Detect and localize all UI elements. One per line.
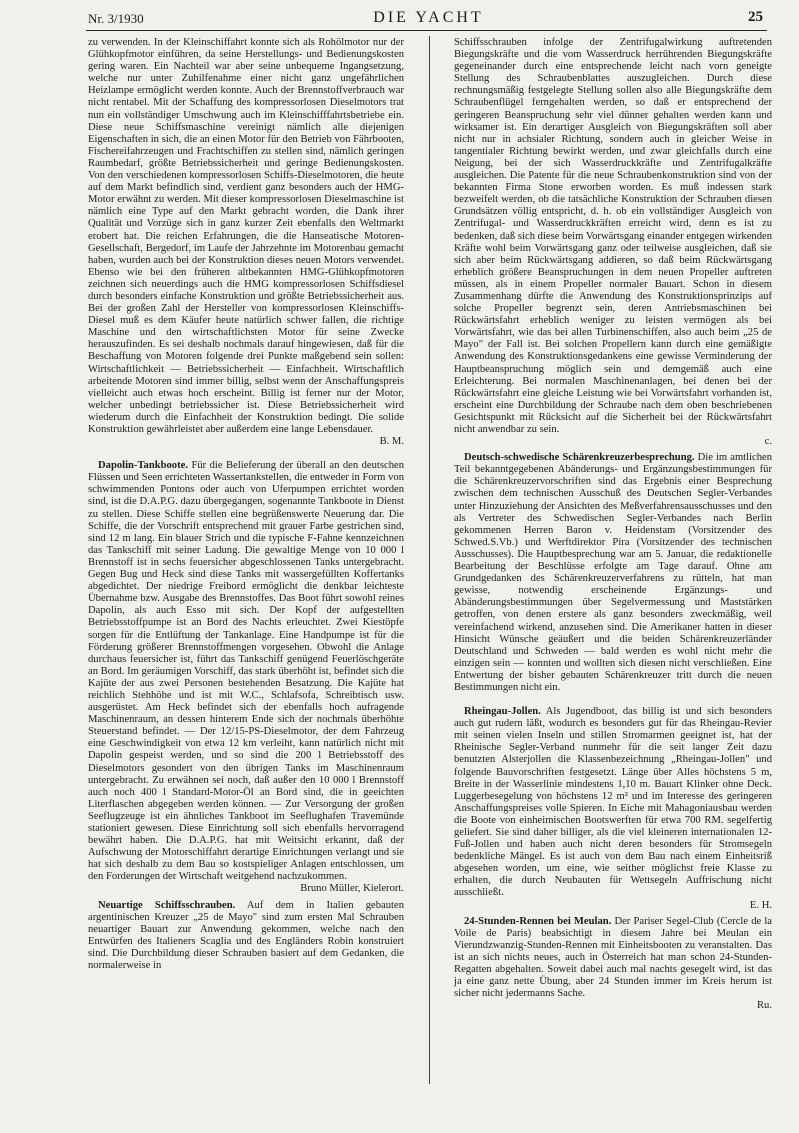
magazine-title: DIE YACHT: [373, 9, 484, 26]
left-column: [88, 37, 404, 972]
article-rheingau-text: Als Jugendboot, das billig ist und sich besonders auch gut rudern läßt, wodurch es besonders gut für das Rheingau-Revier mit seinen vielen Inseln und stillen Stromarmen geeignet ist, hat der Rheinische Segler-Verband nunmehr für die seit langer Zeit dazu benutzten Alsterjollen die Klassenbezeichnung „Rheingau-Jollen" und folgende Bauvorschriften festgesetzt. Länge über Alles höchstens 5 m, Breite in der Wasserlinie mindestens 1,10 m. Bauart Klinker ohne Deck. Luggerbesegelung von höchstens 12 m² und im Interesse des geringeren Anschaffungspreises volle Spieren. In Eiche mit Mahagoniausbau werden die Boote von einheimischen Bootswerften für etwa 700 RM. segelfertig geliefert. Sie sind daher billiger, als die viel kleineren internationalen 12-Fuß-Jollen und haben auch nicht deren besonders für Stromsegeln bedenkliche Mängel. Es ist auch von dem Bau nach einem Einheitsriß abgesehen worden, um eine, wie seither möglichst freie Klasse zu erhalten, die durch Neubauten für Wettsegeln Auffrischung nicht ausschließt.: [454, 706, 772, 899]
article-schaeren: [454, 452, 772, 694]
article-motors-signature: B. M.: [379, 436, 404, 448]
right-column: [454, 37, 772, 1012]
article-meulan-text: Der Pariser Segel-Club (Cercle de la Voile de Paris) beabsichtigt in diesem Jahre bei Meulan ein Vierundzwanzig-Stunden-Rennen mit Einheitsbooten zu veranstalten. Das ist an sich nichts neues, auch in Österreich hat man schon 24-Stunden-Regatten abgehalten. Soweit dabei auch mal nachts gesegelt wird, ist das ja eine ganz nette Übung, aber 24 Stunden immer im Kreis herum ist sicher nicht jedermanns Sache.: [454, 915, 772, 1000]
article-schrauben-signature: c.: [764, 436, 772, 448]
page-header: [88, 8, 769, 30]
article-schrauben-continued: Schiffsschrauben infolge der Zentrifugalwirkung auftretenden Biegungskräfte und die vom Wasserdruck herrührenden Biegungskräfte gegeneinander durch eine entsprechende leicht nach vorn geneigte Stellung des Schraubenblattes auszugleichen. Durch diese rechnungsmäßig festgelegte Stellung sollen also alle Biegungskräfte dem Schraubenflügel ferngehalten werden, so daß er entsprechend der geringeren Beanspruchung sehr viel dünner gehalten werden kann und wirksamer ist. Ein derartiger Ausgleich von Biegungskräften soll aber nicht nur in achsialer Richtung, sondern auch in gleicher Weise in tangentialer Richtung bewirkt werden, und zwar gleichfalls durch eine Neigung, bei der sich Wasserdruckkräfte und Zentrifugalkräfte ausgleichen. Die Patente für die neue Schraubenkonstruktion sind von der bekannten Firma Stone erworben worden. Es muß indessen stark bezweifelt werden, ob die tatsächliche Konstruktion der Schrauben diesen Grundsätzen völlig entspricht, d. h. ob ein vollständiger Ausgleich von Zentrifugal- und Wasserdruckkräften erreicht wird, denn es ist zu bedenken, daß sich diese beim Vorwärtsgang einander entgegen wirkenden Kräfte wohl beim Vorwärtsgang ganz oder teilweise ausgleichen, daß sie sich aber beim Rückwärtsgang addieren, so daß beim Rückwärtsgang erheblich größere Beanspruchungen in dem neuen Propeller auftreten müssen, als in einem Propeller normaler Bauart. Schon in diesem Zusammenhang dürfte die Anwendung des Konstruktionsprinzips auf solche Propeller begrenzt sein, deren Antriebsmaschinen bei Rückwärtsfahrt erheblich weniger zu leisten vermögen als bei Vorwärtsfahrt, wie das bei allen Turbinenschiffen, also auch beim „25 de Mayo" der Fall ist. Bei solchen Propellern kann durch eine gemäßigte Anwendung des Konstruktionsgedankens eine gewisse Verminderung der Hauptbeanspruchung möglich sein und demgemäß auch eine Erleichterung. Bei normalen Maschinenanlagen, bei denen bei der Rückwärtsfahrt eine gleiche Leistung wie bei Vorwärtsfahrt vorhanden ist, erscheint eine Durchbildung der Schraube nach dem oben beschriebenen Gesichtspunkt mit Rücksicht auf die Sicherheit bei der Rückwärtsfahrt nicht anwendbar zu sein.: [454, 37, 772, 435]
article-dapolin-heading: Dapolin-Tankboote.: [98, 460, 188, 472]
article-rheingau: [454, 706, 772, 900]
article-schaeren-heading: Deutsch-schwedische Schärenkreuzerbesprechung.: [464, 452, 695, 464]
column-divider: [429, 36, 430, 1084]
issue-number: Nr. 3/1930: [88, 11, 144, 26]
header-rule: [86, 30, 767, 31]
article-dapolin: [88, 460, 404, 883]
article-schrauben-text: Auf dem in Italien gebauten argentinischen Kreuzer „25 de Mayo" sind zum ersten Mal Schrauben neuartiger Bauart zur Anwendung gekommen, welche nach den Entwürfen des Italieners Scaglia und des Engländers Robin konstruiert sind. Die Durchbildung dieser Schrauben basiert auf dem Gedanken, die normalerweise in: [88, 899, 404, 972]
article-meulan: [454, 916, 772, 1001]
article-schrauben: [88, 900, 404, 973]
article-dapolin-text: Für die Belieferung der überall an den deutschen Flüssen und Seen errichteten Wassertankstellen, die entweder in Form von schwimmenden Pontons oder auch von Uferpumpen errichtet worden sind, ist die D.A.P.G. dazu übergegangen, sogenannte Tankboote in Dienst zu stellen. Diese Schiffe stellen eine begrüßenswerte Neuerung dar. Die Schiffe, die der Vorschrift entsprechend mit grauer Farbe gestrichen sind, sind 12 m lang. Ein blauer Strich und die typische F-Fahne kennzeichnen das Tankschiff mit seiner Ladung. Die gewaltige Menge von 10 000 l Brennstoff ist in sechs feuersicher abgeschlossenen Tanks untergebracht. Gegen Bug und Heck sind diese Tanks mit wassergefüllten Koffertanks abgedichtet. Der niedrige Freibord ermöglicht die denkbar leichteste Übernahme bzw. Ausgabe des Brennstoffes. Das Boot führt sowohl reines Dapolin, als auch Esso mit sich. Der Kopf der aufgestellten Betriebsstoffpumpe ist an Bord des Nachts erleuchtet. Zwei Kiestöpfe sorgen für die Entlüftung der Tankanlage. Eine Handpumpe ist für die Förderung größerer Brennstoffmengen vorgesehen. Obwohl die Anlage durchaus feuersicher ist, führt das Tankschiff genügend Feuerlöschgeräte an Bord. Im geräumigen Vorschiff, das stark überhöht ist, befindet sich die Kajüte der aus zwei Personen bestehenden Besatzung. Die Kajüte hat reichlich Stehhöhe und ist mit W.C., Schlafsofa, Schreibtisch usw. ausgerüstet. Am Heck befindet sich der ebenfalls hoch aufragende Maschinenraum, an dessen hinterem Ende sich der nochmals überhöhte Steuerstand befindet. — Der 12/15-PS-Dieselmotor, der dem Fahrzeug eine Geschwindigkeit von etwa 12 km verleiht, kann natürlich nicht mit Dapolin gespeist werden, und so sind die 200 l Betriebsstoff des Dieselmotors gesondert von den übrigen Tanks im Maschinenraum untergebracht. Zu erwähnen sei noch, daß außer den 10 000 l Brennstoff auch noch 400 l Standard-Motor-Öl an Bord sind, die in geeichten Literflaschen abgegeben werden können. — Zur Versorgung der großen Seeflugzeuge ist ein ähnliches Tankboot im Seeflughafen Travemünde stationiert gewesen. Diese Einrichtung soll sich ebenfalls hervorragend bewährt haben. Die D.A.P.G. hat mit Weitsicht erkannt, daß der Aufschwung der Motorschiffahrt derartige Einrichtungen verlangt und sie hat sich deshalb zu dem Bau so kostspieliger Anlagen entschlossen, um den Forderungen der Wirtschaft weitgehend nachzukommen.: [88, 460, 404, 883]
article-schrauben-heading: Neuartige Schiffsschrauben.: [98, 899, 236, 911]
article-rheingau-heading: Rheingau-Jollen.: [464, 706, 541, 718]
article-dapolin-signature: Bruno Müller, Kielerort.: [300, 883, 404, 895]
article-meulan-heading: 24-Stunden-Rennen bei Meulan.: [464, 915, 612, 927]
article-rheingau-signature: E. H.: [749, 899, 772, 911]
article-motors-text: zu verwenden. In der Kleinschiffahrt konnte sich als Rohölmotor nur der Glühkopfmotor einführen, da seine Herstellungs- und Bedienungskosten gering waren. Ein Nachteil war aber seine unbequeme Ingangsetzung, welche nur unter Zuhilfenahme einer nicht ganz ungefährlichen Heizlampe ermöglicht werden konnte. Auch der Brennstoffverbrauch war nicht rentabel. Mit der Schaffung des kompressorlosen Dieselmotors trat nun ein vollständiger Umschwung auch im Kleinschifffahrtsbetriebe ein. Diese neue Schiffsmaschine vereinigt nämlich alle diejenigen Eigenschaften in sich, die an einen Motor für den Betrieb von Fährbooten, Fischereifahrzeugen und Frachtschiffen zu stellen sind, nämlich geringen Raumbedarf, größte Betriebssicherheit und geringe Bedienungskosten. Von den verschiedenen kompressorlosen Schiffs-Dieselmotoren, die heute auf dem Markt befindlich sind, verdient ganz besonders auch der HMG-Motor erwähnt zu werden. Mit dieser kompressorlosen Dieselmaschine ist nämlich eine Type auf den Markt gebracht worden, die Dank ihrer Qualität und Vorzüge sich in ganz kurzer Zeit ebenfalls den Weltmarkt erobert hat. Die reichen Erfahrungen, die die Hanseatische Motoren-Gesellschaft, Bergedorf, im Laufe der Jahrzehnte im Motorenbau gemacht haben, wurden auch bei der Konstruktion dieses neuen Motors verwendet. Ebenso wie bei den früheren altbekannten HMG-Glühkopfmotoren zeichnen sich neuerdings auch die HMG kompressorlosen Schiffsdiesel durch besonders einfache Konstruktion und größte Betriebssicherheit aus. Bei der großen Zahl der Hersteller von kompressorlosen Kleinschiffs-Diesel muß es dem Käufer heute natürlich schwer fallen, die richtige Maschine und den wirtschaftlichsten Motor für seine Zwecke herauszufinden. Es sei deshalb nochmals darauf hingewiesen, daß für die Beschaffung von Motoren folgende drei Punkte maßgebend sein sollen: Wirtschaftlichkeit — Betriebssicherheit — Einfachheit. Wirtschaftlich arbeitende Motoren sind immer billig, selbst wenn der Anschaffungspreis vielleicht auch etwas hoch erscheint. Billig ist ferner nur der Motor, welcher unbedingt betriebssicher ist. Diese Betriebssicherheit wird wiederum durch die Einfachheit der Konstruktion bedingt. Die solide Konstruktion gewährleistet aber außerdem eine lange Lebensdauer.: [88, 37, 404, 435]
article-schaeren-text: Die im amtlichen Teil bekanntgegebenen Abänderungs- und Ergänzungsbestimmungen für die Schärenkreuzervorschriften sind das Ergebnis einer Besprechung zwischen dem technischen Ausschuß des Deutschen Segler-Verbandes unter Hinzuziehung der Ansichten des Meßverfahrensausschusses und den als Vertreter des Schwedischen Segler-Verbandes nach Berlin gekommenen Herren Baron v. Heidenstam (Vorsitzender des Schwed.S.Vb.) und Werftdirektor Pira (Vorsitzender des technischen Ausschusses). Die Hauptbesprechung war am 5. Januar, die redaktionelle Bearbeitung der Beschlüsse erfolgte am Tage darauf. Ohne am Grundgedanken des Schärenkreuzerverfahrens zu rütteln, hat man gewisse, notwendig erscheinende Ergänzungs- und Abänderungsbestimmungen über Segelvermessung und Maststärken getroffen, von denen erstere als ganz besonders zweckmäßig, weil vereinfachend wirkend, anzusehen sind. Die Amerikaner hatten in dieser Hinsicht Wünsche geäußert und die beiden Schärenkreuzerländer Deutschland und Schweden — bald werden es wohl nicht mehr die einzigen sein — konnten und wollten sich diesen nicht verschließen. Eine Entwertung der bisher gebauten Schärenkreuzer tritt durch die neuen Bestimmungen nicht ein.: [454, 452, 773, 693]
article-meulan-signature: Ru.: [756, 1000, 772, 1012]
page-number: 25: [748, 9, 763, 25]
